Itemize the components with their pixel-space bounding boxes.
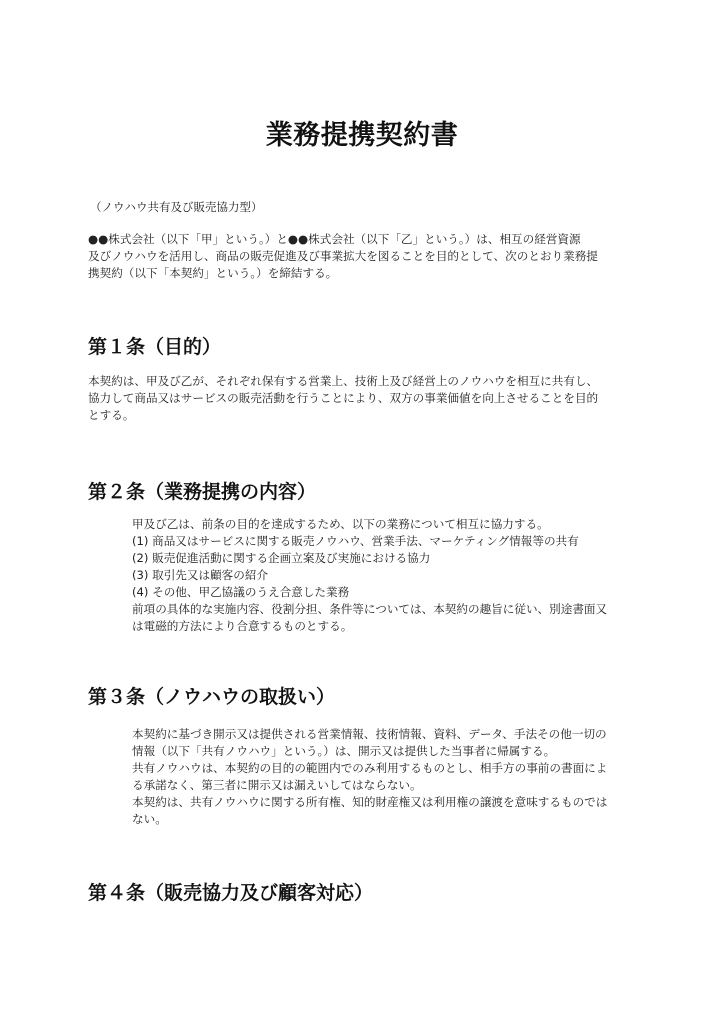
article-2-body: [132, 516, 607, 635]
article-3-heading: 第３条（ノウハウの取扱い）: [88, 686, 336, 708]
article-line: 本契約に基づき開示又は提供される営業情報、技術情報、資料、データ、手法その他一切の: [132, 727, 607, 741]
article-line: 本契約は、共有ノウハウに関する所有権、知的財産権又は利用権の譲渡を意味するものでは: [132, 795, 608, 809]
preamble-line: ●●株式会社（以下「甲」という。）と●●株式会社（以下「乙」という。）は、相互の経営資源: [88, 232, 581, 246]
article-line: とする。: [88, 408, 135, 422]
preamble-line: 及びノウハウを活用し、商品の販売促進及び事業拡大を図ることを目的として、次のとおり業務提: [88, 249, 598, 263]
preamble-line: 携契約（以下「本契約」という。）を締結する。: [88, 266, 338, 280]
document-title: 業務提携契約書: [265, 120, 459, 151]
article-line: 本契約は、甲及び乙が、それぞれ保有する営業上、技術上及び経営上のノウハウを相互に共有し、: [88, 374, 599, 388]
article-line: は電磁的方法により合意するものとする。: [132, 619, 353, 633]
article-1-heading: 第１条（目的）: [88, 336, 222, 358]
article-2-heading: 第２条（業務提携の内容）: [88, 481, 317, 503]
list-item: (4) その他、甲乙協議のうえ合意した業務: [132, 585, 350, 599]
article-4-heading: 第４条（販売協力及び顧客対応）: [88, 882, 374, 904]
article-1-body: [88, 373, 598, 424]
list-item: (3) 取引先又は顧客の紹介: [132, 568, 269, 582]
article-line: る承諾なく、第三者に開示又は漏えいしてはならない。: [132, 778, 422, 792]
preamble-paragraph: [88, 231, 598, 282]
article-line: 情報（以下「共有ノウハウ」という。）は、開示又は提供した当事者に帰属する。: [132, 744, 556, 758]
article-line: 共有ノウハウは、本契約の目的の範囲内でのみ利用するものとし、相手方の事前の書面によ: [132, 761, 608, 775]
article-line: ない。: [132, 812, 167, 826]
article-line: 協力して商品又はサービスの販売活動を行うことにより、双方の事業価値を向上させることを目的: [88, 391, 599, 405]
article-line: 甲及び乙は、前条の目的を達成するため、以下の業務について相互に協力する。: [132, 517, 549, 531]
article-line: 前項の具体的な実施内容、役割分担、条件等については、本契約の趣旨に従い、別途書面又: [132, 602, 608, 616]
article-3-body: [132, 726, 607, 828]
list-item: (1) 商品又はサービスに関する販売ノウハウ、営業手法、マーケティング情報等の共有: [132, 534, 579, 548]
document-subtitle: （ノウハウ共有及び販売協力型）: [90, 200, 263, 214]
list-item: (2) 販売促進活動に関する企画立案及び実施における協力: [132, 551, 431, 565]
